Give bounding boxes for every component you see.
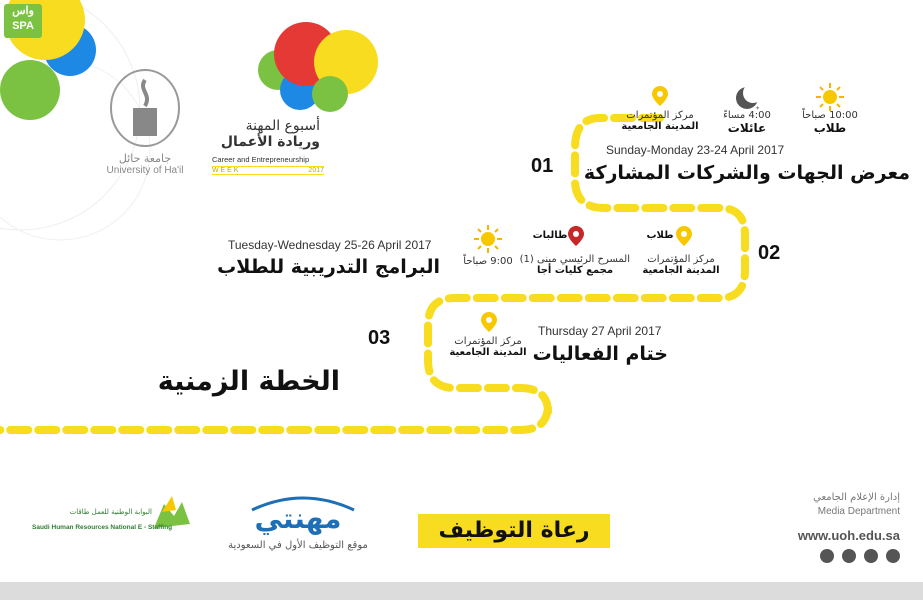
university-name-ar: جامعة حائل: [118, 152, 172, 165]
career-week-title-1: أسبوع المهنة: [245, 118, 320, 134]
event-2-location-b-line1: المسرح الرئيسي مبنى (1): [519, 254, 630, 265]
media-dept-en: Media Department: [817, 506, 900, 517]
mihnati-name: مهنتي: [254, 502, 342, 535]
event-3-location-pin-icon: [481, 312, 497, 332]
event-2-location-b-line2: مجمع كليات أجا: [536, 265, 614, 276]
moon-icon: [733, 84, 763, 112]
youtube-icon[interactable]: [864, 549, 878, 563]
sponsors-label: رعاة التوظيف: [418, 514, 610, 548]
event-2-location-a-line1: مركز المؤتمرات: [647, 254, 715, 265]
event-3-location-line1: مركز المؤتمرات: [454, 336, 522, 347]
event-1-location-line1: مركز المؤتمرات: [626, 110, 694, 121]
snapchat-icon[interactable]: [886, 549, 900, 563]
event-1-session-2-audience: عائلات: [727, 121, 767, 135]
event-2-time: 9:00 صباحاً: [463, 256, 513, 267]
event-2-title: البرامج التدريبية للطلاب: [217, 256, 440, 278]
event-1-session-1-time: 10:00 صباحاً: [802, 110, 858, 121]
event-1-session-1: [802, 110, 858, 135]
career-week-title-en: Career and Entrepreneurship: [212, 155, 310, 164]
hrdf-name-en: Saudi Human Resources National E - Staffing: [32, 524, 173, 531]
event-1-session-2: [722, 110, 772, 135]
event-1-date: Sunday-Monday 23-24 April 2017: [606, 143, 785, 157]
social-icons: [800, 548, 900, 567]
spa-logo-text-bottom: SPA: [12, 20, 34, 32]
event-1-session-2-time: 4:00 مساءً: [723, 110, 771, 121]
mihnati-logo: [218, 494, 388, 556]
event-2-number: 02: [758, 242, 781, 264]
event-2-location-b-pin-icon: [568, 226, 584, 246]
bottom-band: [0, 582, 923, 600]
hrdf-logo: [32, 494, 198, 556]
event-2-location-a: [636, 254, 726, 276]
sun-icon: [815, 82, 845, 112]
university-name-en: University of Ha'il: [106, 165, 184, 176]
instagram-icon[interactable]: [842, 549, 856, 563]
event-1-title: معرض الجهات والشركات المشاركة: [583, 162, 910, 184]
event-2-location-b-audience: طالبات: [532, 230, 568, 241]
event-2-sun-icon: [473, 224, 503, 254]
hrdf-name-ar: البوابة الوطنية للعمل طاقات: [69, 508, 152, 516]
media-dept-ar: إدارة الإعلام الجامعي: [813, 492, 900, 503]
event-3-number: 03: [368, 327, 391, 349]
event-1-location-pin-icon: [652, 86, 668, 106]
event-1-location: [612, 110, 708, 132]
event-3-location-line2: المدينة الجامعية: [449, 347, 527, 358]
twitter-icon[interactable]: [820, 549, 834, 563]
svg-text:✦: ✦: [755, 105, 761, 112]
event-2-location-a-pin-icon: [676, 226, 692, 246]
event-3-location: [442, 336, 534, 358]
event-2-date: Tuesday-Wednesday 25-26 April 2017: [228, 238, 432, 252]
career-week-week: W E E K: [212, 167, 239, 174]
spa-logo-text-top: واس: [12, 5, 34, 17]
event-2-location-a-line2: المدينة الجامعية: [642, 265, 720, 276]
event-1-session-1-audience: طلاب: [813, 121, 847, 135]
mihnati-tagline: موقع التوظيف الأول في السعودية: [228, 540, 368, 551]
website-link[interactable]: www.uoh.edu.sa: [797, 528, 900, 543]
timeline-title: الخطة الزمنية: [157, 366, 340, 397]
event-1-number: 01: [531, 155, 554, 177]
career-week-year: 2017: [308, 167, 324, 174]
event-1-location-line2: المدينة الجامعية: [621, 121, 699, 132]
event-3-date: Thursday 27 April 2017: [538, 324, 662, 338]
event-3-title: ختام الفعاليات: [532, 343, 668, 365]
event-2-location-b: [520, 254, 630, 276]
career-week-title-2: وريادة الأعمال: [220, 134, 320, 150]
event-2-location-a-audience: طلاب: [646, 230, 674, 241]
